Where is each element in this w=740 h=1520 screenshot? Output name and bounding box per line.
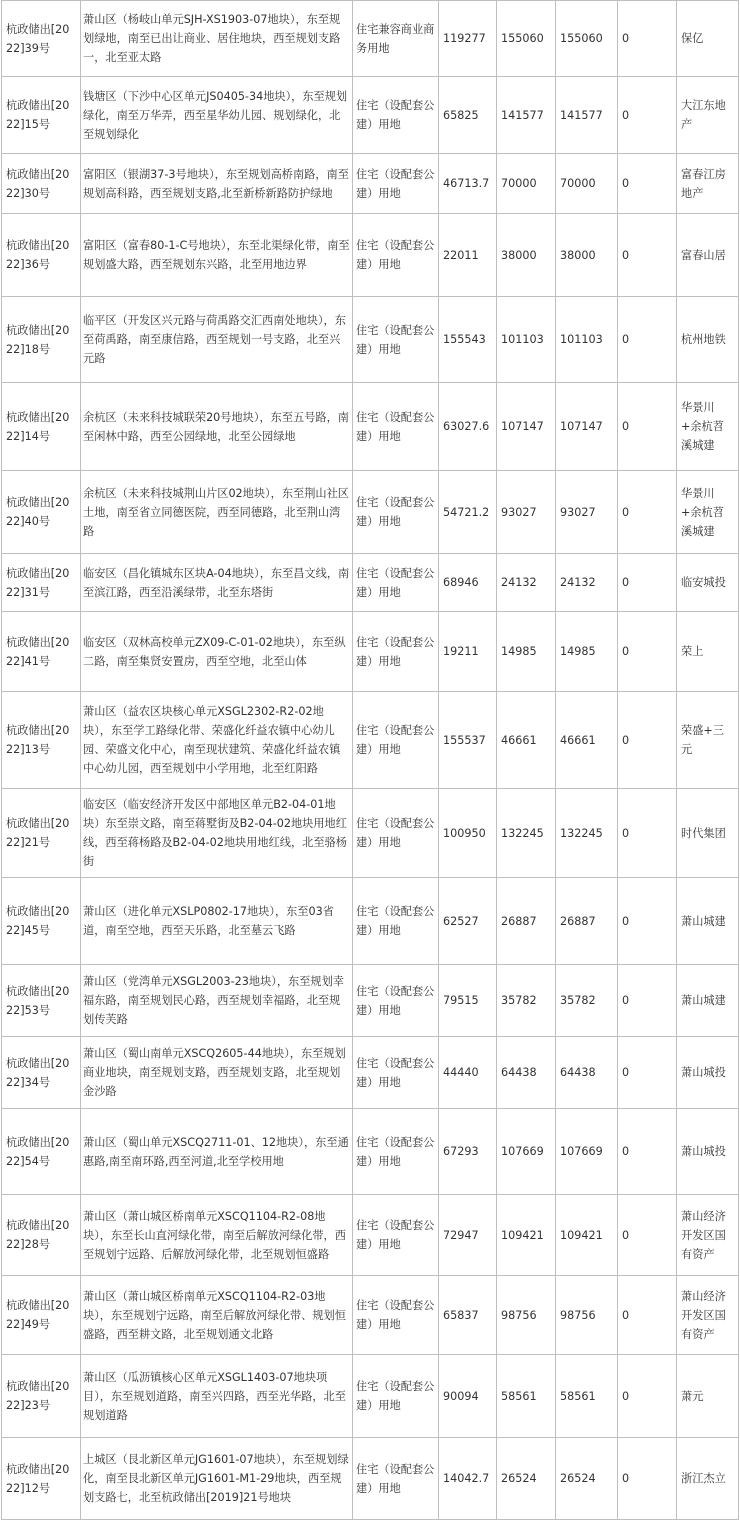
land-use-cell: 住宅（设配套公建）用地 [353,789,439,878]
floor-area-cell: 132245 [497,789,556,878]
land-auction-table [1,0,739,1520]
buyer-cell: 杭州地铁 [677,297,739,383]
max-floor-area-cell: 93027 [556,471,618,554]
area-cell: 100950 [439,789,497,878]
col7-cell: 0 [618,214,677,297]
table-row [2,383,739,471]
area-cell: 22011 [439,214,497,297]
floor-area-cell: 93027 [497,471,556,554]
area-cell: 72947 [439,1195,497,1276]
max-floor-area-cell: 35782 [556,965,618,1037]
location-cell: 上城区（艮北新区单元JG1601-07地块），东至规划绿化，南至艮北新区单元JG1601-M1-29地块，西至规划支路七，北至杭政储出[2019]21号地块 [81,1438,353,1520]
area-cell: 62527 [439,878,497,965]
area-cell: 19211 [439,612,497,692]
parcel-id-cell: 杭政储出[2022]21号 [2,789,81,878]
land-use-cell: 住宅（设配套公建）用地 [353,1276,439,1355]
buyer-cell: 时代集团 [677,789,739,878]
table-row [2,789,739,878]
max-floor-area-cell: 101103 [556,297,618,383]
col7-cell: 0 [618,965,677,1037]
max-floor-area-cell: 70000 [556,154,618,214]
area-cell: 46713.7 [439,154,497,214]
col7-cell: 0 [618,1276,677,1355]
table-row [2,297,739,383]
area-cell: 44440 [439,1037,497,1109]
buyer-cell: 荣上 [677,612,739,692]
parcel-id-cell: 杭政储出[2022]12号 [2,1438,81,1520]
parcel-id-cell: 杭政储出[2022]40号 [2,471,81,554]
location-cell: 临平区（开发区兴元路与荷禹路交汇西南处地块），东至荷禹路，南至康信路，西至规划一号支路，北至兴元路 [81,297,353,383]
location-cell: 富阳区（银湖37-3号地块），东至规划高桥南路，南至规划高科路，西至规划支路,北至新桥新路防护绿地 [81,154,353,214]
buyer-cell: 萧山城建 [677,878,739,965]
max-floor-area-cell: 107669 [556,1109,618,1195]
buyer-cell: 萧元 [677,1355,739,1438]
max-floor-area-cell: 141577 [556,77,618,154]
location-cell: 萧山区（萧山城区桥南单元XSCQ1104-R2-03地块），东至规划宁远路，南至后解放河绿化带、规划恒盛路，西至耕文路，北至规划通文北路 [81,1276,353,1355]
col7-cell: 0 [618,878,677,965]
table-row [2,77,739,154]
area-cell: 14042.7 [439,1438,497,1520]
parcel-id-cell: 杭政储出[2022]53号 [2,965,81,1037]
land-use-cell: 住宅（设配套公建）用地 [353,1109,439,1195]
col7-cell: 0 [618,789,677,878]
col7-cell: 0 [618,77,677,154]
location-cell: 临安区（昌化镇城东区块A-04地块），东至昌文线，南至滨江路，西至沿溪绿带，北至东塔街 [81,554,353,612]
max-floor-area-cell: 46661 [556,692,618,789]
land-use-cell: 住宅（设配套公建）用地 [353,878,439,965]
col7-cell: 0 [618,297,677,383]
buyer-cell: 萧山经济开发区国有资产 [677,1276,739,1355]
table-row [2,878,739,965]
floor-area-cell: 24132 [497,554,556,612]
max-floor-area-cell: 98756 [556,1276,618,1355]
table-row [2,471,739,554]
parcel-id-cell: 杭政储出[2022]54号 [2,1109,81,1195]
table-row [2,554,739,612]
land-use-cell: 住宅（设配套公建）用地 [353,214,439,297]
area-cell: 68946 [439,554,497,612]
parcel-id-cell: 杭政储出[2022]23号 [2,1355,81,1438]
parcel-id-cell: 杭政储出[2022]49号 [2,1276,81,1355]
parcel-id-cell: 杭政储出[2022]18号 [2,297,81,383]
buyer-cell: 萧山经济开发区国有资产 [677,1195,739,1276]
max-floor-area-cell: 24132 [556,554,618,612]
buyer-cell: 华景川+余杭苕溪城建 [677,471,739,554]
max-floor-area-cell: 64438 [556,1037,618,1109]
floor-area-cell: 107147 [497,383,556,471]
floor-area-cell: 155060 [497,1,556,77]
location-cell: 临安区（双林高校单元ZX09-C-01-02地块），东至纵二路，南至集贤安置房，西至空地，北至山体 [81,612,353,692]
table-row [2,1,739,77]
floor-area-cell: 101103 [497,297,556,383]
col7-cell: 0 [618,1,677,77]
floor-area-cell: 35782 [497,965,556,1037]
col7-cell: 0 [618,1195,677,1276]
parcel-id-cell: 杭政储出[2022]28号 [2,1195,81,1276]
table-row [2,1109,739,1195]
location-cell: 钱塘区（下沙中心区单元JS0405-34地块），东至规划绿化，南至万华弄，西至星华幼儿园、规划绿化，北至规划绿化 [81,77,353,154]
table-row [2,1276,739,1355]
table-row [2,965,739,1037]
land-use-cell: 住宅（设配套公建）用地 [353,1355,439,1438]
table-row [2,612,739,692]
buyer-cell: 保亿 [677,1,739,77]
parcel-id-cell: 杭政储出[2022]45号 [2,878,81,965]
col7-cell: 0 [618,154,677,214]
location-cell: 萧山区（萧山城区桥南单元XSCQ1104-R2-08地块），东至长山直河绿化带，南至后解放河绿化带，西至规划宁远路、后解放河绿化带，北至规划恒盛路 [81,1195,353,1276]
buyer-cell: 大江东地产 [677,77,739,154]
location-cell: 萧山区（蜀山南单元XSCQ2605-44地块），东至规划商业地块，南至规划支路，西至规划支路，北至规划金沙路 [81,1037,353,1109]
table-row [2,1037,739,1109]
area-cell: 90094 [439,1355,497,1438]
land-use-cell: 住宅（设配套公建）用地 [353,154,439,214]
floor-area-cell: 70000 [497,154,556,214]
land-use-cell: 住宅（设配套公建）用地 [353,554,439,612]
land-use-cell: 住宅兼容商业商务用地 [353,1,439,77]
area-cell: 119277 [439,1,497,77]
location-cell: 余杭区（未来科技城荆山片区02地块），东至荆山社区土地，南至省立同德医院，西至同德路，北至荆山湾路 [81,471,353,554]
max-floor-area-cell: 109421 [556,1195,618,1276]
land-use-cell: 住宅（设配套公建）用地 [353,612,439,692]
col7-cell: 0 [618,383,677,471]
floor-area-cell: 98756 [497,1276,556,1355]
buyer-cell: 荣盛+三元 [677,692,739,789]
floor-area-cell: 14985 [497,612,556,692]
location-cell: 萧山区（蜀山单元XSCQ2711-01、12地块），东至通惠路,南至南环路,西至河道,北至学校用地 [81,1109,353,1195]
floor-area-cell: 26524 [497,1438,556,1520]
max-floor-area-cell: 58561 [556,1355,618,1438]
location-cell: 余杭区（未来科技城联荣20号地块），东至五号路，南至闲林中路，西至公园绿地，北至公园绿地 [81,383,353,471]
buyer-cell: 萧山城投 [677,1109,739,1195]
area-cell: 54721.2 [439,471,497,554]
col7-cell: 0 [618,1109,677,1195]
location-cell: 萧山区（益农区块核心单元XSGL2302-R2-02地块），东至学工路绿化带、荣盛化纤益农镇中心幼儿园、荣盛文化中心，南至现状建筑、荣盛化纤益农镇中心幼儿园，西至规划中小学用地，北至红阳路 [81,692,353,789]
parcel-id-cell: 杭政储出[2022]30号 [2,154,81,214]
parcel-id-cell: 杭政储出[2022]31号 [2,554,81,612]
buyer-cell: 浙江杰立 [677,1438,739,1520]
table-row [2,1195,739,1276]
col7-cell: 0 [618,1037,677,1109]
buyer-cell: 富春山居 [677,214,739,297]
land-use-cell: 住宅（设配套公建）用地 [353,383,439,471]
floor-area-cell: 46661 [497,692,556,789]
col7-cell: 0 [618,554,677,612]
land-use-cell: 住宅（设配套公建）用地 [353,692,439,789]
floor-area-cell: 107669 [497,1109,556,1195]
parcel-id-cell: 杭政储出[2022]13号 [2,692,81,789]
location-cell: 富阳区（富春80-1-C号地块），东至北渠绿化带，南至规划盛大路，西至规划东兴路，北至用地边界 [81,214,353,297]
area-cell: 155543 [439,297,497,383]
buyer-cell: 萧山城建 [677,965,739,1037]
table-row [2,692,739,789]
area-cell: 155537 [439,692,497,789]
area-cell: 63027.6 [439,383,497,471]
location-cell: 萧山区（党湾单元XSGL2003-23地块），东至规划幸福东路，南至规划民心路，西至规划幸福路，北至规划传芙路 [81,965,353,1037]
col7-cell: 0 [618,1355,677,1438]
max-floor-area-cell: 14985 [556,612,618,692]
area-cell: 65837 [439,1276,497,1355]
table-row [2,214,739,297]
col7-cell: 0 [618,1438,677,1520]
buyer-cell: 华景川+余杭苕溪城建 [677,383,739,471]
land-use-cell: 住宅（设配套公建）用地 [353,1438,439,1520]
max-floor-area-cell: 38000 [556,214,618,297]
floor-area-cell: 64438 [497,1037,556,1109]
land-use-cell: 住宅（设配套公建）用地 [353,77,439,154]
parcel-id-cell: 杭政储出[2022]39号 [2,1,81,77]
floor-area-cell: 109421 [497,1195,556,1276]
parcel-id-cell: 杭政储出[2022]34号 [2,1037,81,1109]
table-row [2,154,739,214]
buyer-cell: 萧山城投 [677,1037,739,1109]
land-use-cell: 住宅（设配套公建）用地 [353,965,439,1037]
table-row [2,1438,739,1520]
land-use-cell: 住宅（设配套公建）用地 [353,1195,439,1276]
parcel-id-cell: 杭政储出[2022]41号 [2,612,81,692]
location-cell: 萧山区（杨岐山单元SJH-XS1903-07地块），东至规划绿地，南至已出让商业、居住地块，西至规划支路一，北至亚太路 [81,1,353,77]
location-cell: 萧山区（进化单元XSLP0802-17地块），东至03省道，南至空地，西至天乐路，北至墓云飞路 [81,878,353,965]
parcel-id-cell: 杭政储出[2022]15号 [2,77,81,154]
col7-cell: 0 [618,471,677,554]
buyer-cell: 富春江房地产 [677,154,739,214]
max-floor-area-cell: 155060 [556,1,618,77]
col7-cell: 0 [618,692,677,789]
table-body [2,1,739,1520]
parcel-id-cell: 杭政储出[2022]14号 [2,383,81,471]
land-use-cell: 住宅（设配套公建）用地 [353,297,439,383]
location-cell: 临安区（临安经济开发区中部地区单元B2-04-01地块）东至崇文路，南至蒋墅街及B2-04-02地块用地红线，西至蒋杨路及B2-04-02地块用地红线，北至骆杨街 [81,789,353,878]
col7-cell: 0 [618,612,677,692]
land-use-cell: 住宅（设配套公建）用地 [353,1037,439,1109]
buyer-cell: 临安城投 [677,554,739,612]
floor-area-cell: 141577 [497,77,556,154]
location-cell: 萧山区（瓜沥镇核心区单元XSGL1403-07地块项目），东至规划道路，南至兴四路，西至光华路，北至规划道路 [81,1355,353,1438]
floor-area-cell: 26887 [497,878,556,965]
max-floor-area-cell: 107147 [556,383,618,471]
area-cell: 65825 [439,77,497,154]
area-cell: 79515 [439,965,497,1037]
land-use-cell: 住宅（设配套公建）用地 [353,471,439,554]
max-floor-area-cell: 26524 [556,1438,618,1520]
area-cell: 67293 [439,1109,497,1195]
max-floor-area-cell: 26887 [556,878,618,965]
max-floor-area-cell: 132245 [556,789,618,878]
table-row [2,1355,739,1438]
parcel-id-cell: 杭政储出[2022]36号 [2,214,81,297]
floor-area-cell: 58561 [497,1355,556,1438]
floor-area-cell: 38000 [497,214,556,297]
